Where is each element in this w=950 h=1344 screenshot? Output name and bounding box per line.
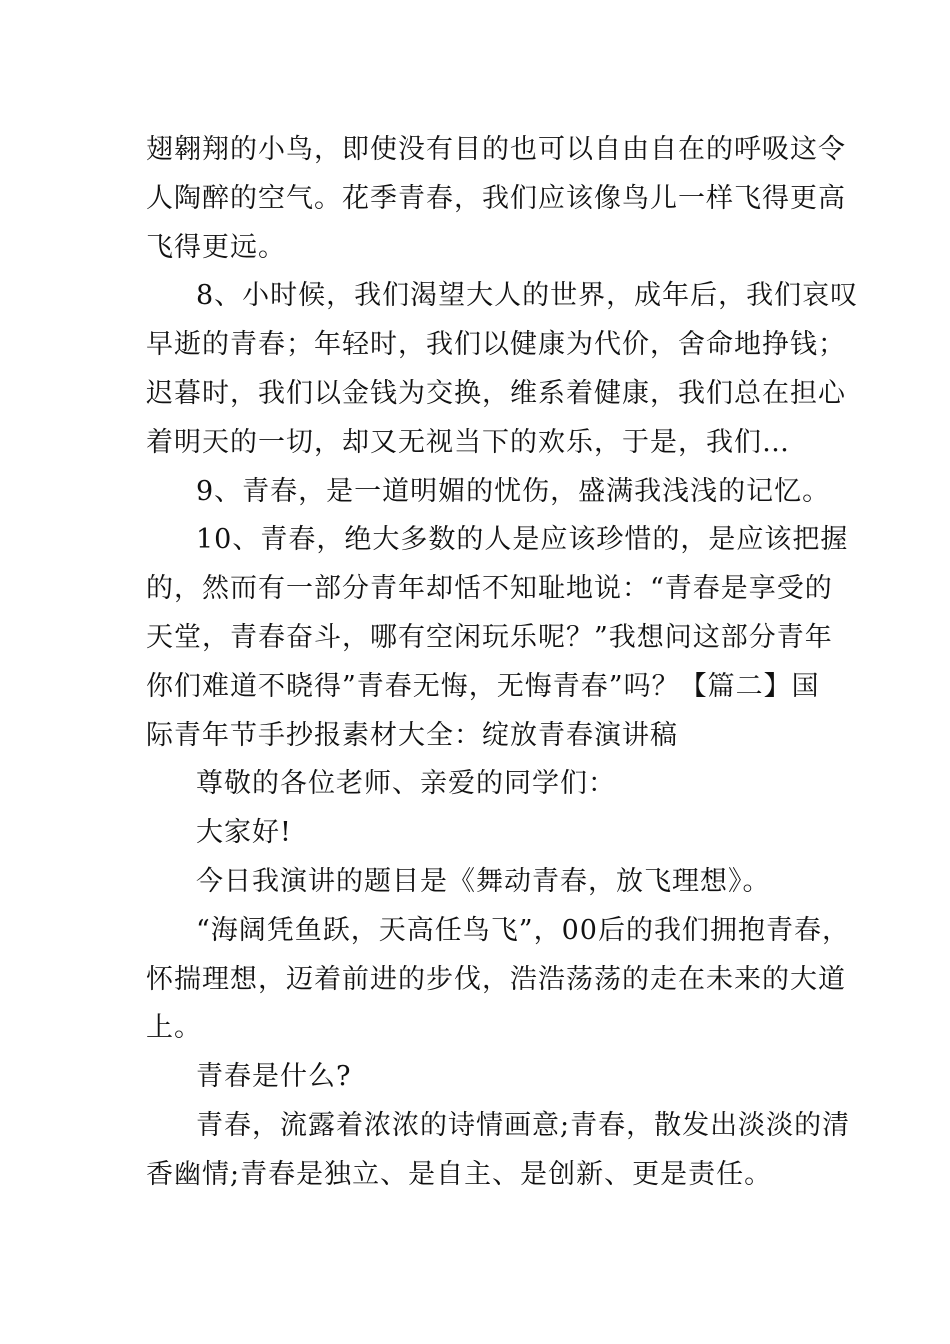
text-line: 的，然而有一部分青年却恬不知耻地说：“青春是享受的 [146,573,833,605]
paragraph-8-start: 8、小时候，我们渴望大人的世界，成年后，我们哀叹 [196,280,859,312]
greeting: 大家好! [196,817,292,849]
paragraph-10-start: 10、青春，绝大多数的人是应该珍惜的，是应该把握 [196,524,849,556]
text-line: 着明天的一切，却又无视当下的欢乐，于是，我们… [146,426,790,458]
text-line: 翅翱翔的小鸟，即使没有目的也可以自由自在的呼吸这令 [146,134,846,165]
text-line: 人陶醉的空气。花季青春，我们应该像鸟儿一样飞得更高 [146,182,846,214]
speech-title-line: 今日我演讲的题目是《舞动青春，放飞理想》。 [196,865,771,897]
paragraph-9: 9、青春，是一道明媚的忧伤，盛满我浅浅的记忆。 [196,475,831,507]
text-line: 上。 [146,1012,202,1044]
text-line: 迟暮时，我们以金钱为交换，维系着健康，我们总在担心 [146,377,846,409]
text-line: 你们难道不晓得”青春无悔，无悔青春”吗？【篇二】国 [146,670,820,702]
text-line: 早逝的青春；年轻时，我们以健康为代价，舍命地挣钱； [146,329,846,361]
salutation: 尊敬的各位老师、亲爱的同学们： [196,768,616,800]
paragraph-start: 青春，流露着浓浓的诗情画意;青春，散发出淡淡的清 [196,1109,851,1141]
text-line: 天堂，青春奋斗，哪有空闲玩乐呢？”我想问这部分青年 [146,621,833,653]
paragraph-start: “海阔凭鱼跃，天高任鸟飞”，00后的我们拥抱青春， [196,914,850,946]
question-line: 青春是什么? [196,1061,352,1093]
document-body [146,126,859,1200]
text-line: 飞得更远。 [146,231,286,263]
text-line: 香幽情;青春是独立、是自主、是创新、更是责任。 [146,1158,773,1190]
text-line: 际青年节手抄报素材大全：绽放青春演讲稿 [146,719,678,751]
text-line: 怀揣理想，迈着前进的步伐，浩浩荡荡的走在未来的大道 [146,963,846,995]
